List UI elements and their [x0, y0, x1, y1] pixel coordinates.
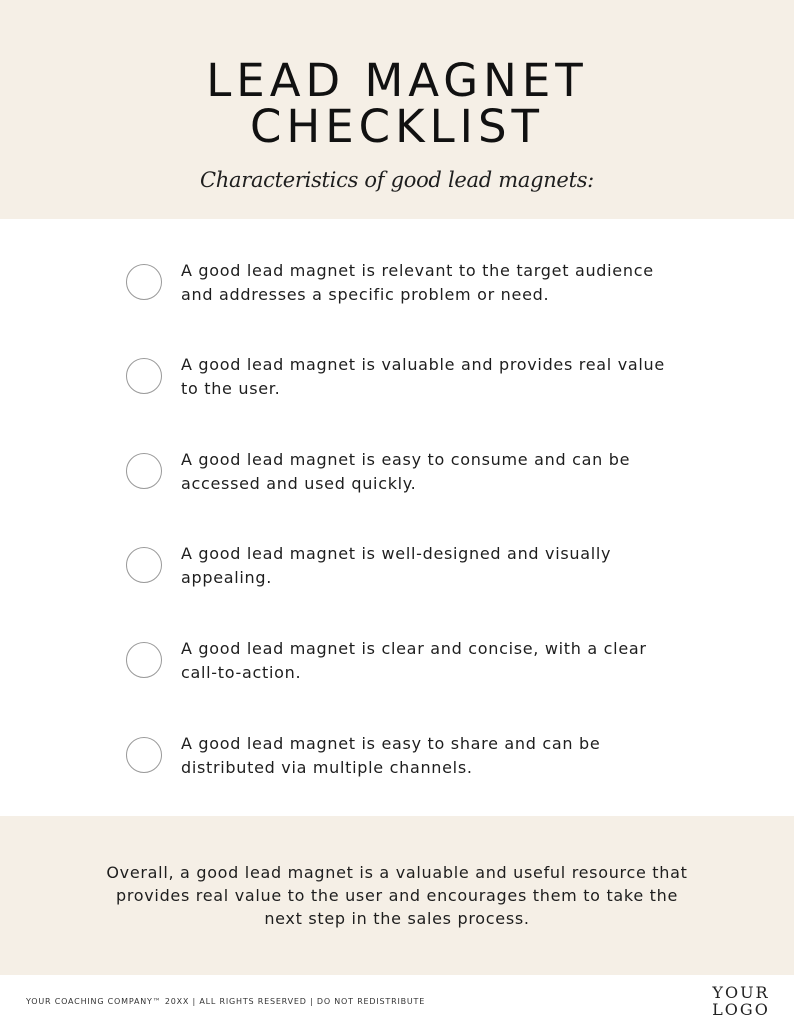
checklist-item-1[interactable]	[124, 259, 684, 315]
checklist-item-text: A good lead magnet is relevant to the target audience and addresses a specific problem or need.	[181, 261, 654, 304]
summary-text: Overall, a good lead magnet is a valuable and useful resource that provides real value to the user and encourages them to take the next step in the sales process.	[106, 863, 688, 928]
header-band	[0, 0, 794, 219]
checklist-item-text: A good lead magnet is easy to share and can be distributed via multiple channels.	[181, 734, 601, 777]
checklist-item-2[interactable]	[124, 353, 684, 409]
title-line-2: CHECKLIST	[249, 100, 545, 153]
checkbox-circle-icon[interactable]	[126, 358, 162, 394]
title-line-1: LEAD MAGNET	[206, 54, 588, 107]
checkbox-circle-icon[interactable]	[126, 642, 162, 678]
logo-line-2: LOGO	[712, 1000, 770, 1019]
checklist-item-text: A good lead magnet is easy to consume and can be accessed and used quickly.	[181, 450, 631, 493]
page-title	[0, 54, 794, 153]
checklist-item-6[interactable]	[124, 732, 684, 788]
checklist-item-text: A good lead magnet is clear and concise, with a clear call-to-action.	[181, 639, 647, 682]
checkbox-circle-icon[interactable]	[126, 547, 162, 583]
summary-band	[0, 816, 794, 975]
checklist-item-text: A good lead magnet is valuable and provides real value to the user.	[181, 355, 665, 398]
logo-line-1: YOUR	[712, 983, 770, 1002]
footer-copyright: YOUR COACHING COMPANY™ 20XX | ALL RIGHTS RESERVED | DO NOT REDISTRIBUTE	[26, 997, 426, 1006]
checklist	[0, 219, 794, 816]
checkbox-circle-icon[interactable]	[126, 737, 162, 773]
checklist-item-5[interactable]	[124, 637, 684, 693]
subtitle: Characteristics of good lead magnets:	[200, 168, 594, 192]
checklist-item-4[interactable]	[124, 542, 684, 598]
checkbox-circle-icon[interactable]	[126, 264, 162, 300]
checklist-item-3[interactable]	[124, 448, 684, 504]
logo	[704, 984, 778, 1018]
checkbox-circle-icon[interactable]	[126, 453, 162, 489]
checklist-item-text: A good lead magnet is well-designed and visually appealing.	[181, 544, 612, 587]
